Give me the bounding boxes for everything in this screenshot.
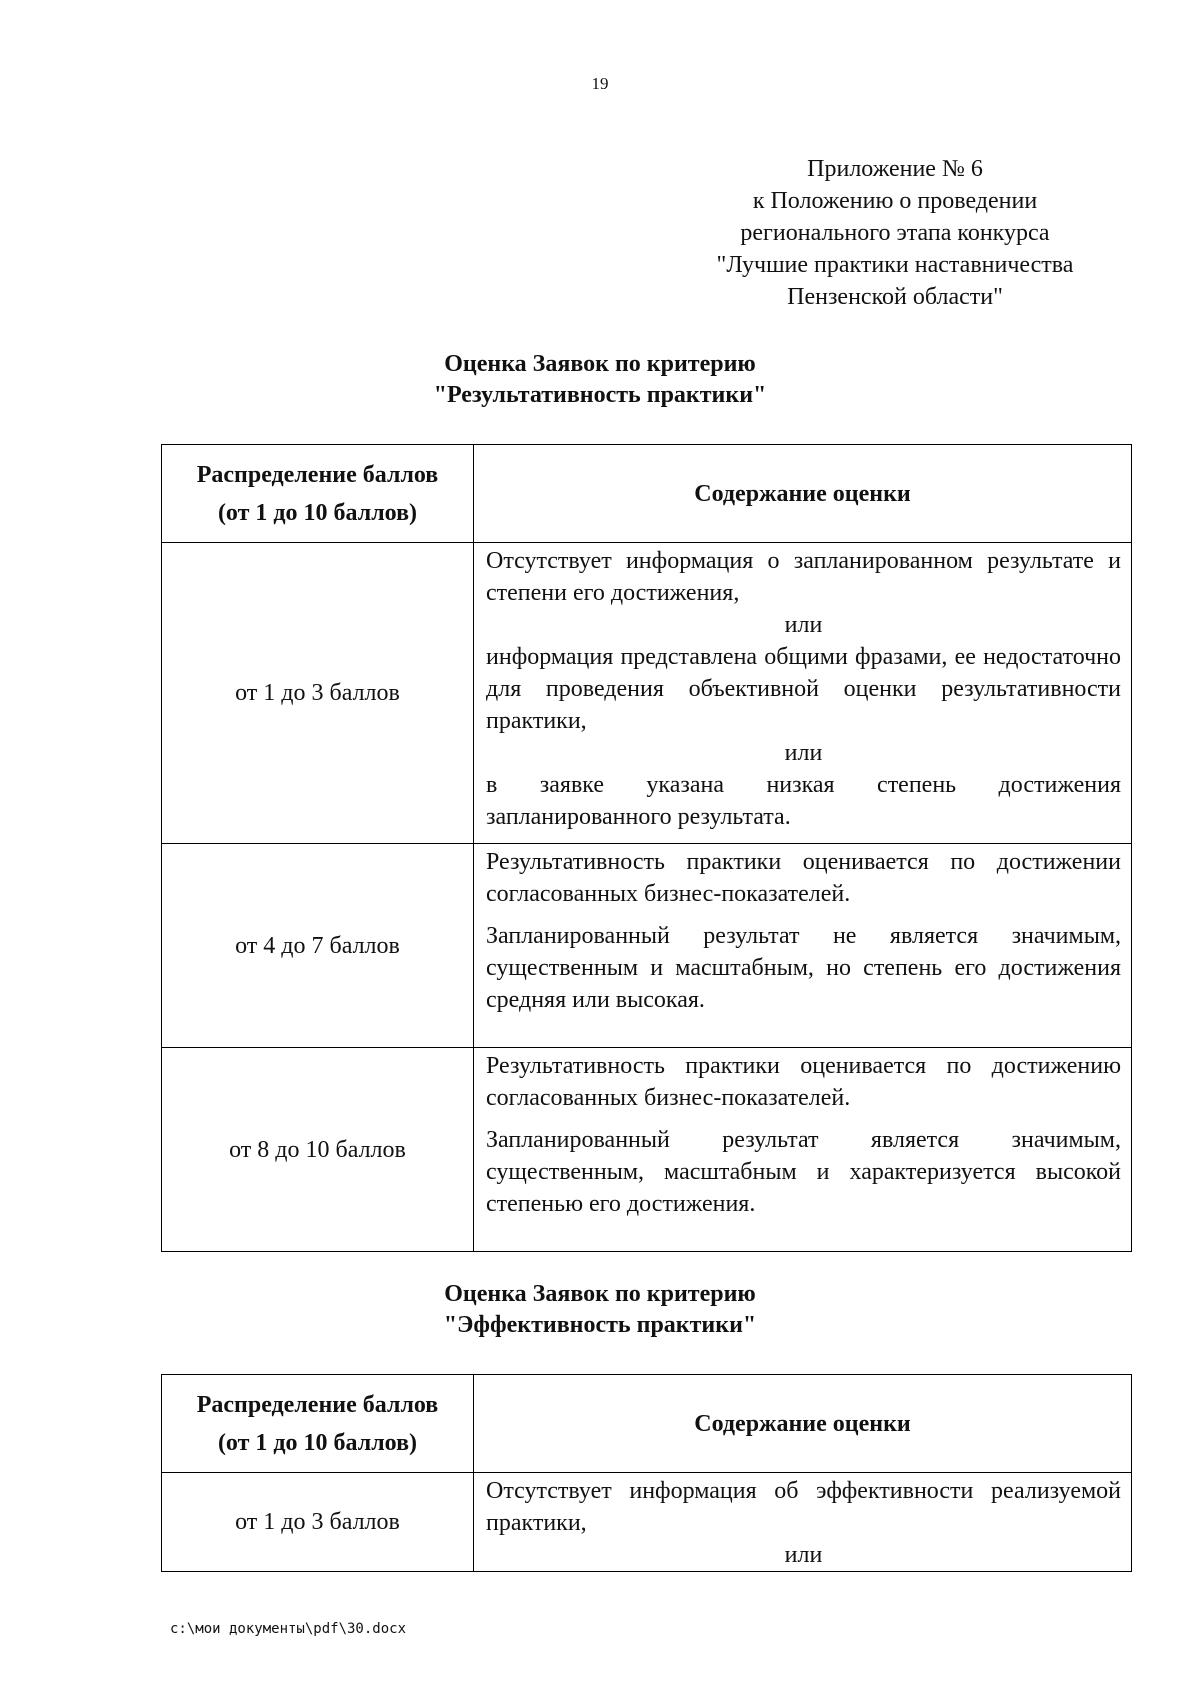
table-header-row — [162, 1375, 1132, 1473]
appendix-line: Приложение № 6 — [807, 156, 983, 182]
description-text: Отсутствует информация о запланированном результате и степени его достижения, — [486, 548, 1121, 606]
description-text: Отсутствует информация об эффективности реализуемой практики, — [486, 1478, 1121, 1536]
description-cell — [474, 543, 1132, 844]
section1-title-line2: "Результативность практики" — [433, 382, 767, 408]
section1-table — [161, 444, 1132, 1252]
table-row — [162, 543, 1132, 844]
appendix-line: Пензенской области" — [787, 284, 1003, 310]
table-row — [162, 1048, 1132, 1252]
description-cell — [474, 844, 1132, 1048]
section1-title-line1: Оценка Заявок по критерию — [444, 351, 756, 377]
description-text: Результативность практики оценивается по достижению согласованных бизнес-показателей. — [486, 1053, 1121, 1111]
appendix-line: "Лучшие практики наставничества — [716, 252, 1074, 278]
description-text: в заявке указана низкая степень достижения запланированного результата. — [486, 772, 1121, 830]
section2-title-line2: "Эффективность практики" — [443, 1312, 757, 1338]
description-text: Запланированный результат не является значимым, существенным и масштабным, но степень его достижения средняя или высокая. — [486, 923, 1121, 1013]
header-score-cell — [162, 445, 474, 543]
score-cell: от 1 до 3 баллов — [162, 543, 474, 844]
section1-title — [0, 349, 1200, 411]
header-score-line1: Распределение баллов — [196, 1391, 439, 1418]
description-cell — [474, 1048, 1132, 1252]
description-text: Результативность практики оценивается по достижении согласованных бизнес-показателей. — [486, 849, 1121, 907]
score-cell: от 4 до 7 баллов — [162, 844, 474, 1048]
or-separator: или — [784, 1542, 823, 1568]
or-separator: или — [784, 740, 823, 766]
section2-title-line1: Оценка Заявок по критерию — [444, 1281, 756, 1307]
score-cell: от 8 до 10 баллов — [162, 1048, 474, 1252]
header-content-cell: Содержание оценки — [474, 445, 1132, 543]
appendix-line: к Положению о проведении — [752, 188, 1038, 214]
description-cell — [474, 1473, 1132, 1572]
or-separator: или — [784, 612, 823, 638]
footer-file-path: c:\мои документы\pdf\30.docx — [170, 1621, 407, 1637]
header-content-cell: Содержание оценки — [474, 1375, 1132, 1473]
header-score-line2: (от 1 до 10 баллов) — [217, 499, 418, 526]
description-text: Запланированный результат является значимым, существенным, масштабным и характеризуется высокой степенью его достижения. — [486, 1127, 1121, 1217]
section2-title — [0, 1279, 1200, 1341]
page-number: 19 — [591, 74, 609, 93]
appendix-header — [660, 153, 1130, 313]
header-score-line2: (от 1 до 10 баллов) — [217, 1429, 418, 1456]
table-header-row — [162, 445, 1132, 543]
table-row — [162, 844, 1132, 1048]
header-score-line1: Распределение баллов — [196, 461, 439, 488]
table-row — [162, 1473, 1132, 1572]
description-text: информация представлена общими фразами, ее недостаточно для проведения объективной оценки результативности практики, — [486, 644, 1121, 734]
score-cell: от 1 до 3 баллов — [162, 1473, 474, 1572]
appendix-line: регионального этапа конкурса — [740, 220, 1050, 246]
section2-table — [161, 1374, 1132, 1572]
header-score-cell — [162, 1375, 474, 1473]
